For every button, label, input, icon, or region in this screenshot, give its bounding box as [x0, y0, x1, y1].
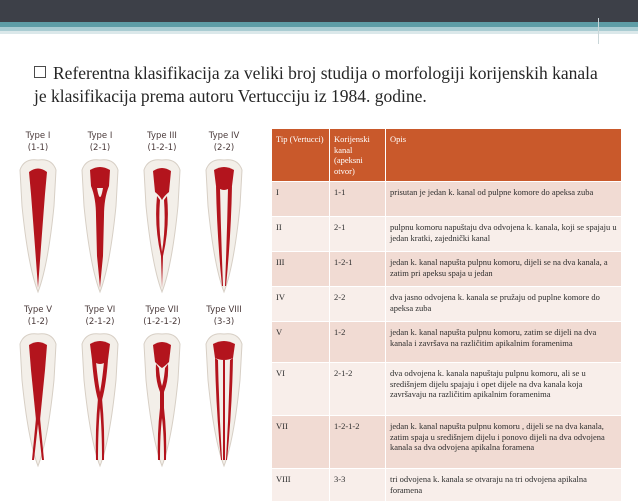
cell-opis: prisutan je jedan k. kanal od pulpne komore do apeksa zuba: [386, 182, 622, 217]
cell-kanal: 3-3: [330, 469, 386, 502]
tooth-code-label: (3-3): [213, 317, 235, 327]
tooth-code-label: (1-2): [27, 317, 49, 327]
cell-kanal: 1-1: [330, 182, 386, 217]
header-kanal: Korijenski kanal (apeksni otvor): [330, 129, 386, 182]
intro-paragraph: [34, 62, 614, 108]
cell-kanal: 2-2: [330, 287, 386, 322]
tooth-code-label: (1-2-1-2): [143, 317, 181, 327]
tooth-type-6: [70, 302, 130, 474]
tooth-type-8: [194, 302, 254, 474]
cell-tip: III: [272, 252, 330, 287]
tooth-type-5: [8, 302, 68, 474]
tooth-type-label: Type I: [87, 131, 113, 141]
vertucci-teeth-illustration: [8, 128, 252, 474]
cell-kanal: 2-1-2: [330, 363, 386, 416]
cell-opis: tri odvojena k. kanala se otvaraju na tri odvojena apikalna foramena: [386, 469, 622, 502]
tooth-1-drawing: [14, 156, 62, 296]
tooth-type-1: [8, 128, 68, 300]
tooth-type-label: Type VIII: [206, 305, 242, 315]
tooth-4-drawing: [200, 156, 248, 296]
tooth-code-label: (2-1-2): [85, 317, 115, 327]
cell-tip: II: [272, 217, 330, 252]
header-tip: Tip (Vertucci): [272, 129, 330, 182]
tooth-5-drawing: [14, 330, 62, 470]
cell-tip: VI: [272, 363, 330, 416]
cell-opis: dva jasno odvojena k. kanala se pružaju od puplne komore do apeksa zuba: [386, 287, 622, 322]
tooth-type-label: Type VII: [145, 305, 179, 315]
table-row: [272, 287, 622, 322]
cell-tip: V: [272, 322, 330, 363]
tooth-type-4: [194, 128, 254, 300]
tooth-code-label: (2-1): [89, 143, 111, 153]
table-row: [272, 182, 622, 217]
cell-tip: VIII: [272, 469, 330, 502]
slide-header-stripe-faint: [0, 31, 638, 34]
table-row: [272, 252, 622, 287]
table-row: [272, 322, 622, 363]
tooth-type-label: Type VI: [84, 305, 116, 315]
tooth-type-2: [70, 128, 130, 300]
slide-top-bar: [0, 0, 638, 22]
cell-opis: jedan k. kanal napušta pulpnu komoru , dijeli se na dva kanala, zatim spaja u središnjem dijelu i ponovo dijeli na dva odvojena kanala sa dva odvojena apikalna foramena: [386, 416, 622, 469]
tooth-8-drawing: [200, 330, 248, 470]
slide-header-divider: [598, 18, 599, 44]
table-row: [272, 363, 622, 416]
tooth-7-drawing: [138, 330, 186, 470]
table-row: [272, 469, 622, 502]
table-row: [272, 217, 622, 252]
tooth-code-label: (1-2-1): [147, 143, 177, 153]
cell-opis: pulpnu komoru napuštaju dva odvojena k. kanala, koji se spajaju u jedan kratki, zajednički kanal: [386, 217, 622, 252]
cell-tip: VII: [272, 416, 330, 469]
tooth-type-label: Type III: [147, 131, 177, 141]
header-opis: Opis: [386, 129, 622, 182]
vertucci-classification-table: [271, 128, 622, 502]
tooth-code-label: (2-2): [213, 143, 235, 153]
intro-text: Referentna klasifikacija za veliki broj studija o morfologiji korijenskih kanala je klasifikacija prema autoru Vertucciju iz 1984. godine.: [34, 63, 598, 106]
table-header-row: [272, 129, 622, 182]
cell-opis: jedan k. kanal napušta pulpnu komoru, dijeli se na dva kanala, a zatim pri apeksu spaja u jedan: [386, 252, 622, 287]
cell-kanal: 1-2: [330, 322, 386, 363]
tooth-2-drawing: [76, 156, 124, 296]
tooth-type-label: Type V: [23, 305, 53, 315]
cell-kanal: 2-1: [330, 217, 386, 252]
tooth-type-label: Type I: [25, 131, 51, 141]
cell-opis: jedan k. kanal napušta pulpnu komoru, zatim se dijeli na dva kanala i završava na različitim apikalnim foramenima: [386, 322, 622, 363]
tooth-type-7: [132, 302, 192, 474]
cell-kanal: 1-2-1-2: [330, 416, 386, 469]
tooth-code-label: (1-1): [27, 143, 49, 153]
cell-kanal: 1-2-1: [330, 252, 386, 287]
checkbox-bullet-icon: [34, 66, 46, 78]
cell-opis: dva odvojena k. kanala napuštaju pulpnu komoru, ali se u središnjem dijelu spajaju i opet dijele na dva kanala koja završavaju na različitim apikalnim foramenima: [386, 363, 622, 416]
cell-tip: I: [272, 182, 330, 217]
tooth-type-3: [132, 128, 192, 300]
tooth-3-drawing: [138, 156, 186, 296]
cell-tip: IV: [272, 287, 330, 322]
tooth-6-drawing: [76, 330, 124, 470]
table-row: [272, 416, 622, 469]
tooth-type-label: Type IV: [208, 131, 240, 141]
